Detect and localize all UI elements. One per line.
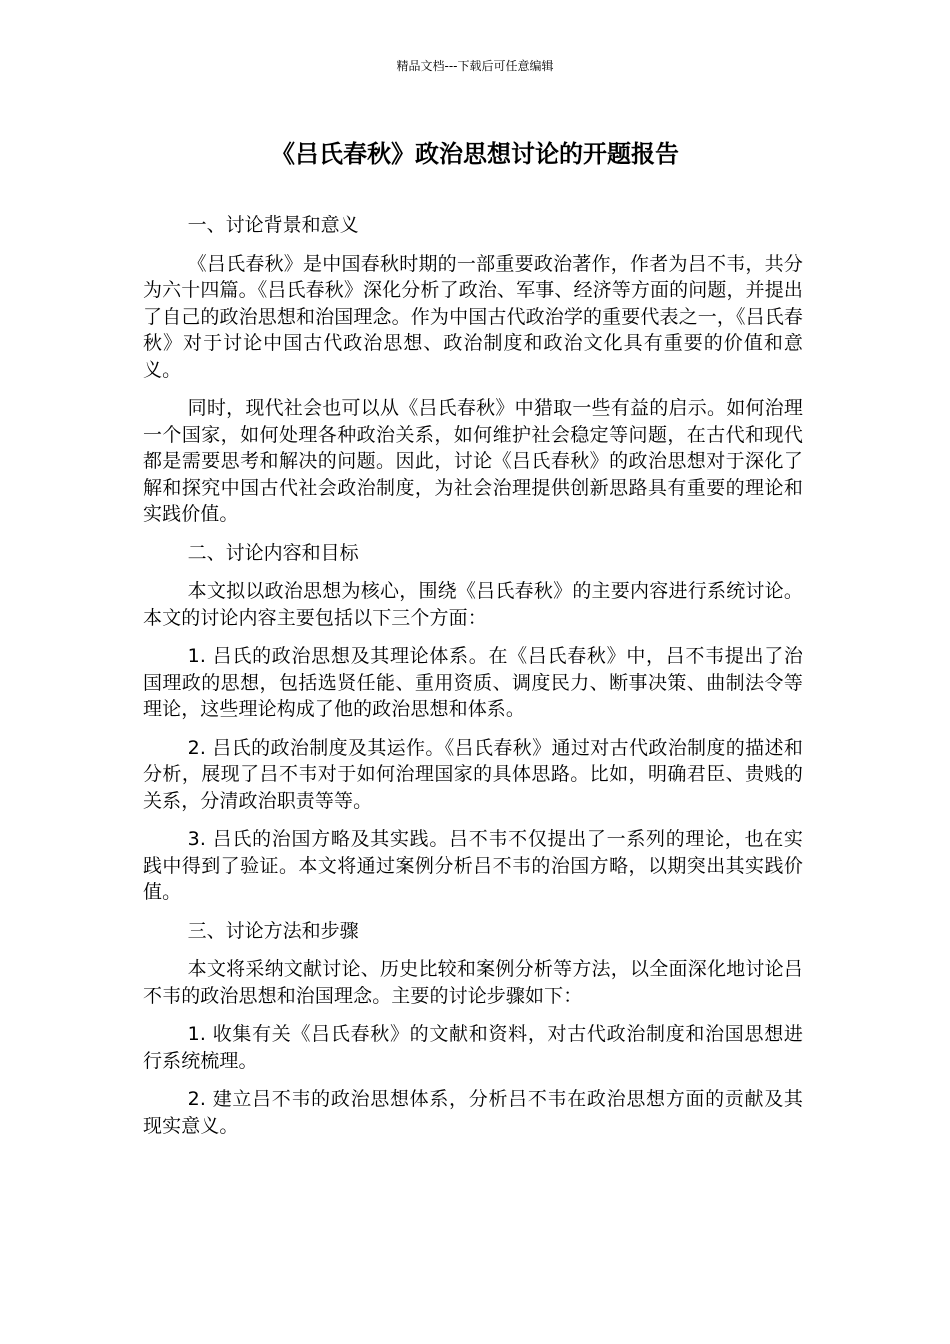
paragraph: 本文将采纳文献讨论、历史比较和案例分析等方法，以全面深化地讨论吕不韦的政治思想和治国理念。主要的讨论步骤如下： [143, 958, 803, 1007]
list-item: 1. 吕氏的政治思想及其理论体系。在《吕氏春秋》中，吕不韦提出了治国理政的思想，包括选贤任能、重用资质、调度民力、断事决策、曲制法令等理论，这些理论构成了他的政治思想和体系。 [143, 645, 803, 720]
paragraph: 本文拟以政治思想为核心，围绕《吕氏春秋》的主要内容进行系统讨论。本文的讨论内容主要包括以下三个方面： [143, 580, 803, 629]
paragraph: 同时，现代社会也可以从《吕氏春秋》中猎取一些有益的启示。如何治理一个国家，如何处理各种政治关系，如何维护社会稳定等问题，在古代和现代都是需要思考和解决的问题。因此，讨论《吕氏春秋》的政治思想对于深化了解和探究中国古代社会政治制度，为社会治理提供创新思路具有重要的理论和实践价值。 [143, 397, 803, 525]
section-heading-background: 一、讨论背景和意义 [187, 214, 359, 236]
list-item: 2. 建立吕不韦的政治思想体系，分析吕不韦在政治思想方面的贡献及其现实意义。 [143, 1088, 803, 1137]
paragraph: 《吕氏春秋》是中国春秋时期的一部重要政治著作，作者为吕不韦，共分为六十四篇。《吕氏春秋》深化分析了政治、军事、经济等方面的问题，并提出了自己的政治思想和治国理念。作为中国古代政治学的重要代表之一，《吕氏春秋》对于讨论中国古代政治思想、政治制度和政治文化具有重要的价值和意义。 [143, 252, 803, 381]
document-title: 《吕氏春秋》政治思想讨论的开题报告 [271, 140, 679, 168]
list-item: 2. 吕氏的政治制度及其运作。《吕氏春秋》通过对古代政治制度的描述和分析，展现了吕不韦对于如何治理国家的具体思路。比如，明确君臣、贵贱的关系，分清政治职责等等。 [143, 736, 803, 812]
section-heading-method: 三、讨论方法和步骤 [187, 919, 359, 942]
section-heading-content: 二、讨论内容和目标 [187, 541, 359, 564]
document-body [143, 212, 803, 1151]
list-item: 1. 收集有关《吕氏春秋》的文献和资料，对古代政治制度和治国思想进行系统梳理。 [143, 1023, 803, 1072]
list-item: 3. 吕氏的治国方略及其实践。吕不韦不仅提出了一系列的理论，也在实践中得到了验证。本文将通过案例分析吕不韦的治国方略，以期突出其实践价值。 [143, 828, 803, 903]
header-note: 精品文档---下载后可任意编辑 [396, 59, 554, 73]
